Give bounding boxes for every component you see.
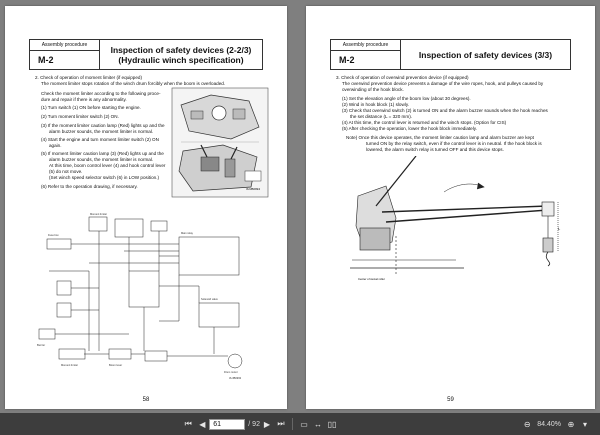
text-line: (1) Set the elevation angle of the boom low (about 30 degrees). [342, 96, 471, 101]
text-line: (2) Wind in hook block (1) slowly. [342, 102, 410, 107]
body-text [336, 75, 571, 153]
zoom-dropdown-icon[interactable]: ▾ [582, 419, 587, 429]
page-title [100, 40, 262, 69]
title-line: Inspection of safety devices (3/3) [418, 49, 553, 60]
svg-text:3UJB0993: 3UJB0993 [229, 377, 242, 380]
text-line: again. [49, 143, 62, 148]
svg-text:Buzzer: Buzzer [37, 344, 46, 347]
pdf-page-left [5, 6, 287, 409]
text-line: the set distance (L = 320 mm). [350, 114, 413, 119]
section-code: M-2 [339, 55, 355, 65]
text-line: alarm buzzer sounds, the moment limiter is normal. [49, 129, 154, 134]
pdf-toolbar [0, 413, 600, 435]
svg-text:Boom lever: Boom lever [109, 364, 123, 367]
section-code: M-2 [38, 55, 54, 65]
text-line: lowered, the alarm switch relay is turned OFF and this device stops. [366, 147, 504, 152]
svg-text:Moment limiter: Moment limiter [61, 364, 79, 367]
last-page-button[interactable]: ⏭ [277, 419, 285, 428]
text-line: The overwind prevention device prevents a damage of the wire ropes, hook, and pulleys caused by [342, 81, 544, 86]
title-line-1: Inspection of safety devices (2-2/3) [110, 44, 252, 55]
header-tag: Assembly procedure [30, 40, 99, 51]
svg-text:Main relay: Main relay [181, 232, 193, 235]
zoom-level[interactable]: 84.40% [537, 420, 561, 428]
svg-text:3UJB0994: 3UJB0994 [245, 187, 261, 191]
text-line: (Set winch speed selector switch (6) in LOW position.) [49, 175, 160, 180]
wiring-diagram [29, 211, 264, 381]
text-line: turned ON by the relay switch, even if the control lever is in neutral. If the hook block is [366, 141, 542, 146]
svg-text:Drum motor: Drum motor [224, 371, 238, 374]
text-line: 3. Check of operation of overwind prevention device (if equipped) [336, 75, 469, 80]
fit-width-icon[interactable]: ↔ [313, 419, 322, 429]
text-line: (5) After checking the operation, lower the hook block immediately. [342, 126, 477, 131]
text-line: Check the moment limiter according to the following proce- [41, 91, 161, 96]
text-line: (2) Turn moment limiter switch (2) ON. [41, 114, 119, 119]
cab-switch-illustration [171, 87, 269, 198]
zoom-out-button[interactable]: ⊖ [523, 419, 531, 429]
header-tag: Assembly procedure [331, 40, 400, 51]
svg-text:Fuse box: Fuse box [48, 234, 59, 237]
svg-text:Moment limiter: Moment limiter [90, 213, 108, 216]
text-line: alarm buzzer sounds, the moment limiter is normal. [49, 157, 154, 162]
page-header [29, 39, 263, 70]
text-line: 2. Check of operation of moment limiter (if equipped) [35, 75, 142, 80]
zoom-in-button[interactable]: ⊕ [567, 419, 575, 429]
text-line: (4) Start the engine and turn moment limiter switch (2) ON [41, 137, 159, 142]
page-number-input[interactable]: 61 [209, 419, 245, 430]
page-title [401, 40, 570, 69]
text-line: (4) At this time, the control lever is returned and the winch stops. (Option for CIS) [342, 120, 507, 125]
title-line-2: (Hydraulic winch specification) [118, 54, 244, 65]
page-total: / 92 [248, 420, 260, 428]
svg-text:L: L [558, 226, 561, 231]
text-line: dure and repair if there is any abnormality. [41, 97, 127, 102]
text-line: (5) do not move. [49, 169, 83, 174]
text-line: (5) If moment limiter caution lamp (3) (Red) lights up and the [41, 151, 164, 156]
first-page-button[interactable]: ⏮ [184, 419, 192, 428]
text-line: Note) Once this device operates, the moment limiter caution lamp and alarm buzzer are kept [346, 135, 534, 140]
crane-illustration [346, 156, 586, 291]
svg-text:Solenoid valve: Solenoid valve [201, 298, 218, 301]
two-page-icon[interactable]: ▯▯ [327, 419, 337, 429]
toolbar-divider [292, 418, 293, 430]
page-number: 58 [142, 397, 150, 403]
next-page-button[interactable]: ▶ [263, 419, 271, 429]
pdf-page-right [306, 6, 595, 409]
text-line: (3) Check that overwind switch (2) is turned ON and the alarm buzzer sounds when the hook reaches [342, 108, 548, 113]
text-line: (3) If the moment limiter caution lamp (Red) lights up and the [41, 123, 165, 128]
figure-label: Center of swivel roller [358, 277, 385, 281]
previous-page-button[interactable]: ◀ [199, 419, 206, 429]
page-number: 59 [447, 397, 454, 403]
text-line: (6) Refer to the operation drawing, if necessary. [41, 184, 138, 189]
text-line: overwinding of the hook block. [342, 87, 404, 92]
text-line: At this time, boom control lever (4) and hook control lever [49, 163, 166, 168]
fit-page-icon[interactable]: ▭ [300, 419, 308, 429]
text-line: The moment limiter stops rotation of the winch drum forcibly when the boom is overloaded. [41, 81, 226, 86]
text-line: (1) Turn switch (1) ON before starting the engine. [41, 105, 141, 110]
page-header [330, 39, 571, 70]
